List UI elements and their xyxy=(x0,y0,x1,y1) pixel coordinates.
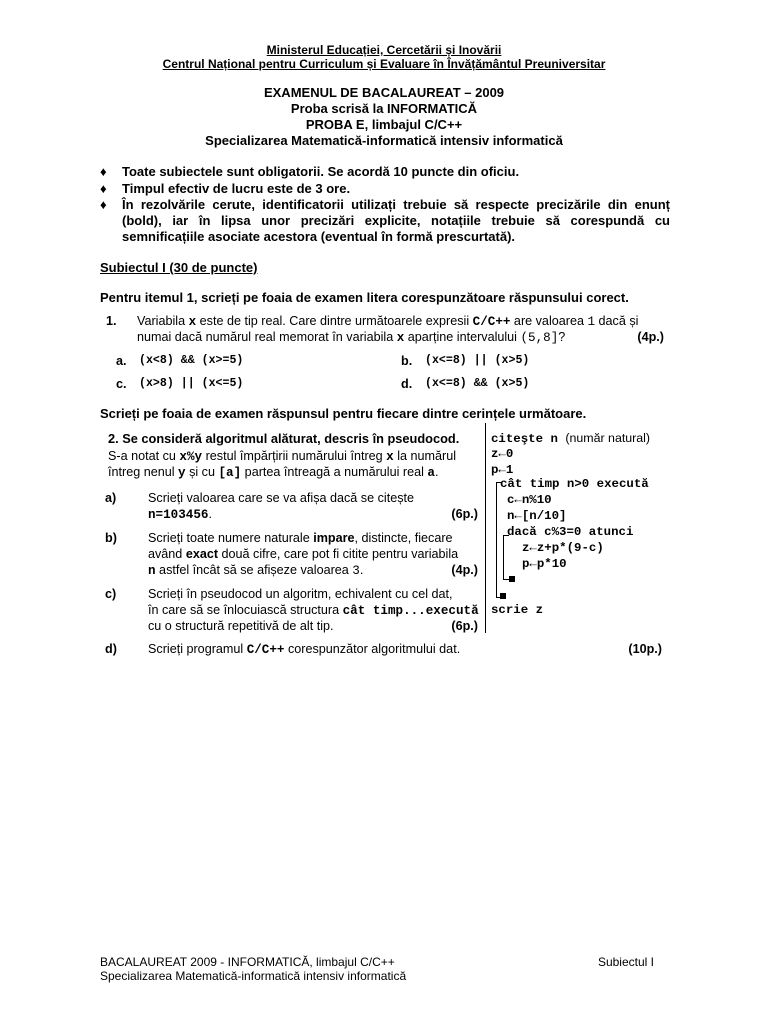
q1-option-label: d. xyxy=(401,377,413,391)
footer-left-2: Specializarea Matematică-informatică intensiv informatică xyxy=(100,969,407,983)
q2a-text: Scrieți valoarea care se va afișa dacă se citește xyxy=(148,491,414,505)
q2a-points: (6p.) xyxy=(451,507,478,521)
column-divider xyxy=(485,423,486,633)
q1-number: 1. xyxy=(106,314,117,328)
exam-proba: PROBA E, limbajul C/C++ xyxy=(305,117,463,132)
exam-title: EXAMENUL DE BACALAUREAT – 2009 xyxy=(263,85,505,100)
while-bracket xyxy=(496,482,497,598)
code-line-p-update: p←p*10 xyxy=(522,557,567,571)
q1-option-expr: (x<=8) && (x>5) xyxy=(425,377,530,390)
instruction-2 xyxy=(100,181,670,197)
code-line-z-update: z←z+p*(9-c) xyxy=(522,541,604,555)
write-instruction: Scrieți pe foaia de examen răspunsul pentru fiecare dintre cerințele următoare. xyxy=(100,406,587,421)
q2a-label: a) xyxy=(105,491,117,505)
while-end-marker xyxy=(500,593,506,599)
instruction-3 xyxy=(100,197,670,247)
instruction-text: În rezolvările cerute, identificatorii utilizați trebuie să respecte precizările din enunț (bold), iar în lipsa unor precizări explicite, notațiile trebuie să corespundă cu semnificațiile asociate acestora (eventual în formă prescurtată). xyxy=(122,197,670,244)
code-line-print: scrie z xyxy=(491,603,544,617)
instruction-text: Timpul efectiv de lucru este de 3 ore. xyxy=(122,181,351,196)
q2c-line1: Scrieți în pseudocod un algoritm, echivalent cu cel dat, xyxy=(148,587,453,601)
q2-note-line1: S-a notat cu x%y restul împărțirii numărului întreg x la numărul xyxy=(108,449,457,464)
q2-heading: 2. Se consideră algoritmul alăturat, descris în pseudocod. xyxy=(108,431,460,446)
q2b-line1: Scrieți toate numere naturale impare, distincte, fiecare xyxy=(148,531,453,545)
code-line-p-init: p←1 xyxy=(491,463,514,477)
item1-instruction: Pentru itemul 1, scrieți pe foaia de examen litera corespunzătoare răspunsului corect. xyxy=(100,290,629,305)
q2b-line2: având exact două cifre, care pot fi citite pentru variabila xyxy=(148,547,459,561)
instruction-1 xyxy=(100,164,670,180)
q1-option-expr: (x<8) && (x>=5) xyxy=(139,354,244,367)
ministry-header: Ministerul Educației, Cercetării și Inovării xyxy=(266,43,502,57)
q2d-text: Scrieți programul C/C++ corespunzător algoritmului dat. xyxy=(148,642,461,657)
q1-line2: numai dacă numărul real memorat în variabila x aparține intervalului (5,8]? xyxy=(137,330,566,345)
if-bracket xyxy=(503,535,504,579)
q2a-value: n=103456. xyxy=(148,507,212,522)
subject-heading: Subiectul I (30 de puncte) xyxy=(100,260,258,275)
q1-option-expr: (x<=8) || (x>5) xyxy=(425,354,530,367)
bullet-icon: ♦ xyxy=(100,181,107,196)
bullet-icon: ♦ xyxy=(100,197,107,212)
q1-option-label: c. xyxy=(116,377,127,391)
q1-line1: Variabila x este de tip real. Care dintre următoarele expresii C/C++ are valoarea 1 dacă și xyxy=(137,314,639,329)
q1-points: (4p.) xyxy=(637,330,664,344)
q1-option-label: a. xyxy=(116,354,127,368)
q2d-label: d) xyxy=(105,642,117,656)
q2c-label: c) xyxy=(105,587,117,601)
q2c-line2: în care să se înlocuiască structura cât timp...execută xyxy=(148,603,479,618)
exam-specialization: Specializarea Matematică-informatică intensiv informatică xyxy=(205,133,563,148)
code-line-z-init: z←0 xyxy=(491,447,514,461)
q2b-line3: n astfel încât să se afișeze valoarea 3. xyxy=(148,563,364,578)
q2-note-line2: întreg nenul y și cu [a] partea întreagă a numărului real a. xyxy=(108,465,439,480)
bullet-icon: ♦ xyxy=(100,164,107,179)
code-line-n: n←[n/10] xyxy=(507,509,567,523)
q2c-line3: cu o structură repetitivă de alt tip. xyxy=(148,619,334,633)
q1-option-expr: (x>8) || (x<=5) xyxy=(139,377,244,390)
exam-subtitle: Proba scrisă la INFORMATICĂ xyxy=(290,101,478,116)
footer-right: Subiectul I xyxy=(597,955,654,969)
if-end-marker xyxy=(509,576,515,582)
q2b-points: (4p.) xyxy=(451,563,478,577)
instruction-text: Toate subiectele sunt obligatorii. Se acordă 10 puncte din oficiu. xyxy=(122,164,520,179)
code-line-c: c←n%10 xyxy=(507,493,552,507)
code-line-while: cât timp n>0 execută xyxy=(500,477,649,491)
q2b-label: b) xyxy=(105,531,117,545)
footer-left-1: BACALAUREAT 2009 - INFORMATICĂ, limbajul C/C++ xyxy=(100,955,395,969)
center-header: Centrul Național pentru Curriculum și Evaluare în Învățământul Preuniversitar xyxy=(162,57,606,71)
q2c-points: (6p.) xyxy=(451,619,478,633)
code-line-if: dacă c%3=0 atunci xyxy=(507,525,634,539)
q2d-points: (10p.) xyxy=(628,642,662,656)
code-line-read: citeşte n (număr natural) xyxy=(491,431,651,446)
q1-option-label: b. xyxy=(401,354,413,368)
